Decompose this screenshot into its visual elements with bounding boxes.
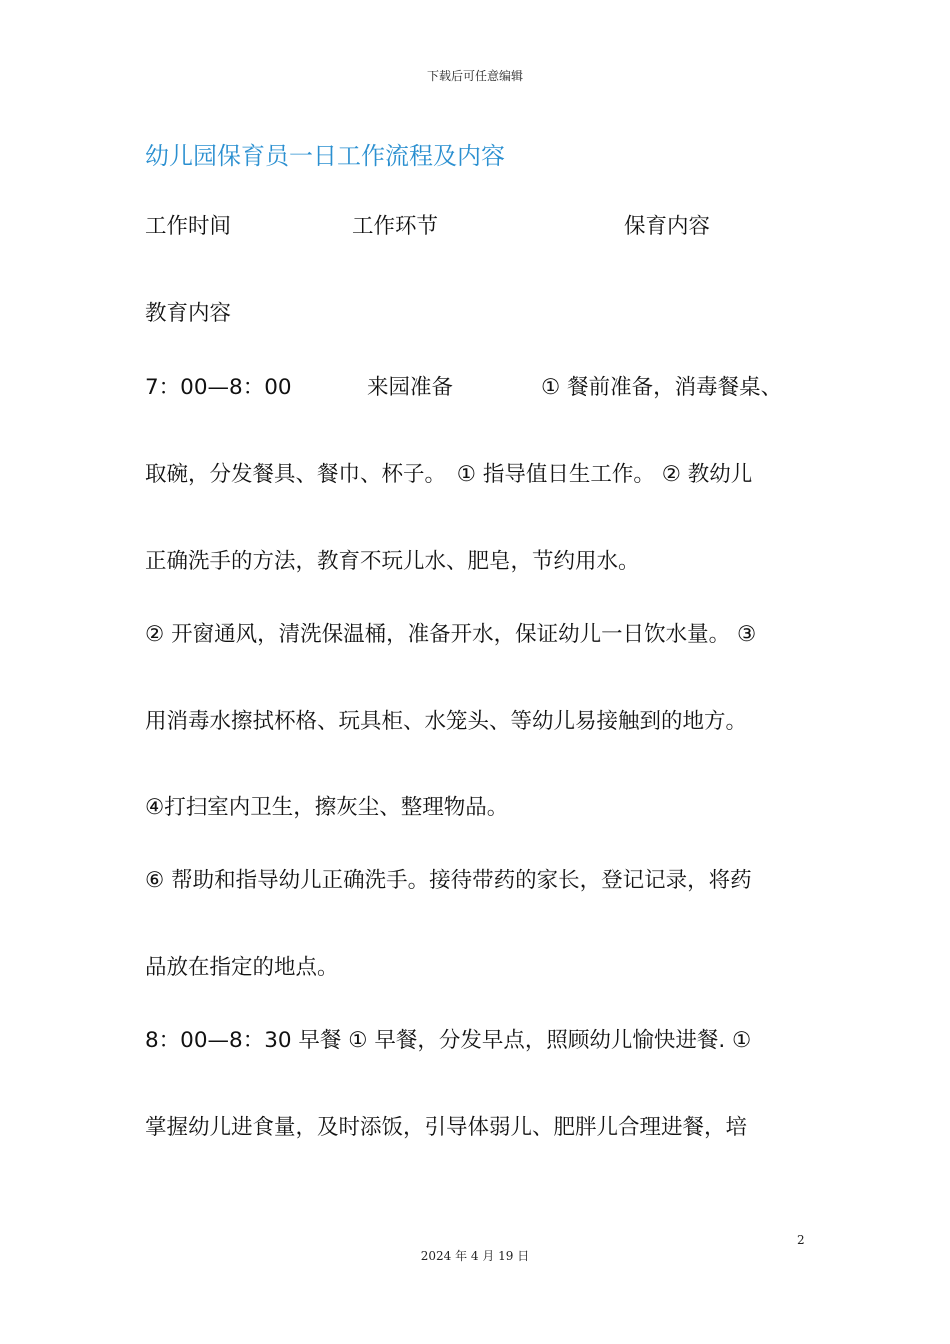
- body-line: ④打扫室内卫生，擦灰尘、整理物品。: [145, 795, 509, 820]
- header-note: 下载后可任意编辑: [426, 69, 523, 83]
- table-header-work-time: 工作时间: [145, 214, 232, 239]
- body-line: ② 开窗通风，清洗保温桶，准备开水，保证幼儿一日饮水量。 ③: [145, 622, 757, 647]
- document-title: 幼儿园保育员一日工作流程及内容: [145, 142, 505, 170]
- body-line: 品放在指定的地点。: [145, 955, 339, 980]
- row-time: 7：00—8：00: [145, 375, 292, 400]
- row-stage: 来园准备: [367, 375, 454, 400]
- table-header-care-content: 保育内容: [624, 214, 711, 239]
- table-header-education-content: 教育内容: [145, 301, 232, 326]
- page-number: 2: [797, 1233, 805, 1247]
- body-line: 正确洗手的方法，教育不玩儿水、肥皂，节约用水。: [145, 549, 640, 574]
- footer-date: 2024 年 4 月 19 日: [420, 1249, 530, 1263]
- table-header-work-stage: 工作环节: [352, 214, 439, 239]
- body-line: 8：00—8：30 早餐 ① 早餐，分发早点，照顾幼儿愉快进餐. ①: [145, 1028, 752, 1053]
- body-line: 取碗，分发餐具、餐巾、杯子。 ① 指导值日生工作。 ② 教幼儿: [145, 462, 753, 487]
- body-line: ⑥ 帮助和指导幼儿正确洗手。接待带药的家长，登记记录，将药: [145, 868, 752, 893]
- row-content-start: ① 餐前准备，消毒餐桌、: [541, 375, 783, 400]
- body-line: 掌握幼儿进食量，及时添饭，引导体弱儿、肥胖儿合理进餐，培: [145, 1115, 748, 1140]
- body-line: 用消毒水擦拭杯格、玩具柜、水笼头、等幼儿易接触到的地方。: [145, 709, 748, 734]
